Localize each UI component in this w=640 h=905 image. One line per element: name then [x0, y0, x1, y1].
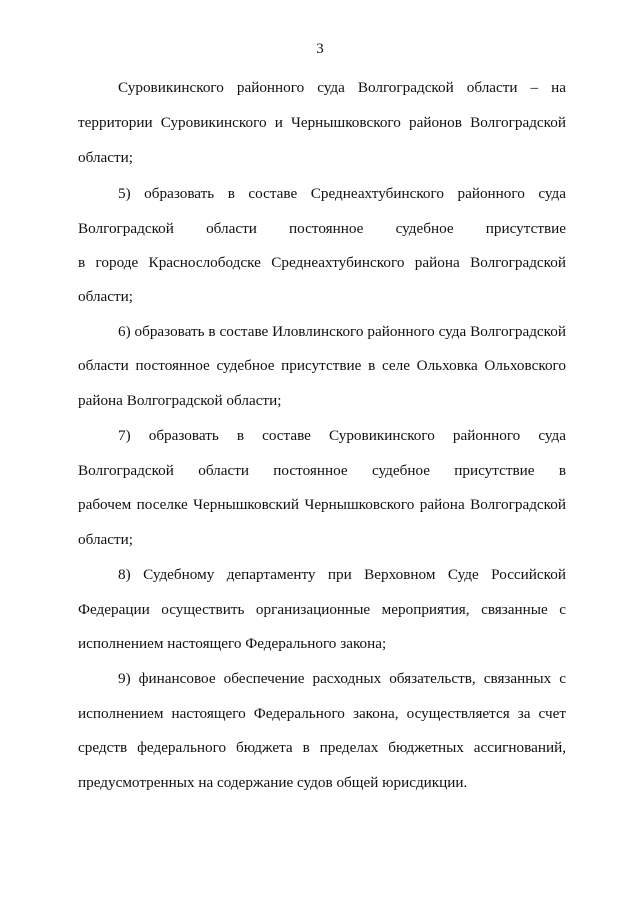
text-line: территории Суровикинского и Чернышковского районов Волгоградской: [78, 114, 566, 131]
text-line: области;: [78, 149, 133, 166]
text-line: исполнением настоящего Федерального закона, осуществляется за счет: [78, 705, 566, 722]
text-line: Федерации осуществить организационные мероприятия, связанные с: [78, 601, 566, 618]
text-line: исполнением настоящего Федерального закона;: [78, 635, 387, 652]
text-line: 5) образовать в составе Среднеахтубинского районного суда: [118, 185, 566, 202]
text-line: области;: [78, 288, 133, 305]
text-line: области;: [78, 531, 133, 548]
text-line: Волгоградской области постоянное судебное присутствие: [78, 220, 566, 237]
text-line: рабочем поселке Чернышковский Чернышковского района Волгоградской: [78, 496, 566, 513]
text-line: Волгоградской области постоянное судебное присутствие в: [78, 462, 566, 479]
text-line: 8) Судебному департаменту при Верховном Суде Российской: [118, 566, 566, 583]
text-line: 6) образовать в составе Иловлинского районного суда Волгоградской: [118, 323, 566, 340]
text-line: Суровикинского районного суда Волгоградской области – на: [118, 79, 566, 96]
text-line: 9) финансовое обеспечение расходных обязательств, связанных с: [118, 670, 566, 687]
text-line: 7) образовать в составе Суровикинского районного суда: [118, 427, 566, 444]
text-line: в городе Краснослободске Среднеахтубинского района Волгоградской: [78, 254, 566, 271]
page-number: 3: [316, 41, 324, 57]
text-line: района Волгоградской области;: [78, 392, 282, 409]
text-line: средств федерального бюджета в пределах бюджетных ассигнований,: [78, 739, 566, 756]
text-line: предусмотренных на содержание судов общей юрисдикции.: [78, 774, 468, 791]
text-line: области постоянное судебное присутствие в селе Ольховка Ольховского: [78, 357, 566, 374]
